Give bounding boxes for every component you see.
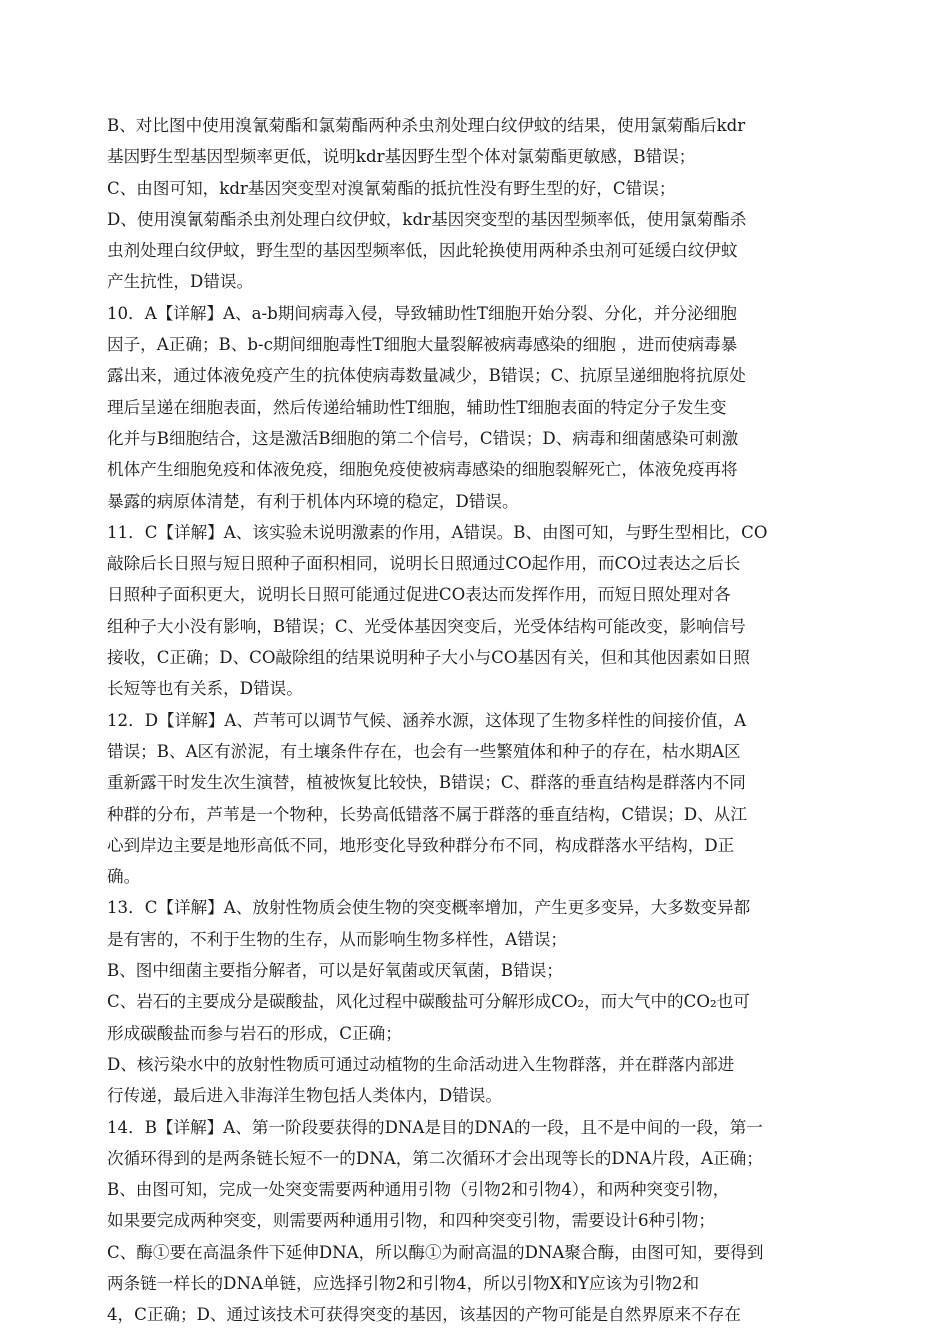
text-line: C、由图可知，kdr基因突变型对溴氰菊酯的抵抗性没有野生型的好，C错误；: [107, 178, 676, 198]
text-line: 10．A【详解】A、a-b期间病毒入侵，导致辅助性T细胞开始分裂、分化，并分泌细胞: [107, 303, 737, 323]
text-line: 确。: [107, 867, 141, 887]
text-line: B、对比图中使用溴氰菊酯和氯菊酯两种杀虫剂处理白纹伊蚊的结果，使用氯菊酯后kdr: [107, 116, 746, 135]
text-line: 如果要完成两种突变，则需要两种通用引物，和四种突变引物，需要设计6种引物；: [107, 1211, 715, 1231]
text-line: 行传递，最后进入非海洋生物包括人类体内，D错误。: [107, 1086, 502, 1106]
text-line: 种群的分布，芦苇是一个物种，长势高低错落不属于群落的垂直结构，C错误；D、从江: [107, 804, 747, 824]
text-line: 暴露的病原体清楚，有利于机体内环境的稳定，D错误。: [107, 491, 519, 511]
text-line: 接收，C正确；D、CO敲除组的结果说明种子大小与CO基因有关，但和其他因素如日照: [107, 648, 750, 668]
text-line: 敲除后长日照与短日照种子面积相同，说明长日照通过CO起作用，而CO过表达之后长: [107, 554, 741, 574]
text-line: 长短等也有关系，D错误。: [107, 679, 303, 699]
text-line: 露出来，通过体液免疫产生的抗体使病毒数量减少，B错误；C、抗原呈递细胞将抗原处: [107, 366, 746, 386]
text-line: 产生抗性，D错误。: [107, 272, 254, 292]
text-line: 12．D【详解】A、芦苇可以调节气候、涵养水源，这体现了生物多样性的间接价值，A: [107, 710, 747, 730]
text-line: 错误；B、A区有淤泥，有土壤条件存在，也会有一些繁殖体和种子的存在，枯水期A区: [107, 741, 741, 761]
text-line: 机体产生细胞免疫和体液免疫，细胞免疫使被病毒感染的细胞裂解死亡，体液免疫再将: [107, 460, 738, 480]
text-line: C、岩石的主要成分是碳酸盐，风化过程中碳酸盐可分解形成CO₂，而大气中的CO₂也可: [107, 992, 750, 1012]
text-line: 因子，A正确；B、b-c期间细胞毒性T细胞大量裂解被病毒感染的细胞 ，进而使病毒暴: [107, 335, 738, 355]
text-line: 是有害的，不利于生物的生存，从而影响生物多样性，A错误；: [107, 929, 568, 949]
text-line: 组种子大小没有影响，B错误；C、光受体基因突变后，光受体结构可能改变，影响信号: [107, 616, 746, 636]
text-line: 化并与B细胞结合，这是激活B细胞的第二个信号，C错误；D、病毒和细菌感染可刺激: [107, 428, 739, 448]
text-line: 理后呈递在细胞表面，然后传递给辅助性T细胞，辅助性T细胞表面的特定分子发生变: [107, 397, 727, 417]
text-line: D、核污染水中的放射性物质可通过动植物的生命活动进入生物群落，并在群落内部进: [107, 1054, 735, 1074]
text-line: 心到岸边主要是地形高低不同，地形变化导致种群分布不同，构成群落水平结构，D正: [107, 835, 735, 855]
text-line: 日照种子面积更大，说明长日照可能通过促进CO表达而发挥作用，而短日照处理对各: [107, 585, 731, 605]
text-line: 13．C【详解】A、放射性物质会使生物的突变概率增加，产生更多变异，大多数变异都: [107, 898, 751, 918]
text-line: 基因野生型基因型频率更低，说明kdr基因野生型个体对氯菊酯更敏感，B错误；: [107, 147, 696, 167]
text-line: 虫剂处理白纹伊蚊，野生型的基因型频率低，因此轮换使用两种杀虫剂可延缓白纹伊蚊: [107, 241, 738, 261]
text-line: 次循环得到的是两条链长短不一的DNA，第二次循环才会出现等长的DNA片段，A正确；: [107, 1148, 763, 1168]
text-line: D、使用溴氰菊酯杀虫剂处理白纹伊蚊，kdr基因突变型的基因型频率低，使用氯菊酯杀: [107, 209, 747, 229]
text-line: 重新露干时发生次生演替，植被恢复比较快，B错误；C、群落的垂直结构是群落内不同: [107, 773, 746, 793]
text-line: C、酶①要在高温条件下延伸DNA，所以酶①为耐高温的DNA聚合酶，由图可知，要得到: [107, 1242, 764, 1262]
document-body: [107, 110, 847, 1331]
text-line: 4，C正确；D、通过该技术可获得突变的基因，该基因的产物可能是自然界原来不存在: [107, 1305, 741, 1325]
text-line: 形成碳酸盐而参与岩石的形成，C正确；: [107, 1023, 402, 1043]
text-line: 14．B【详解】A、第一阶段要获得的DNA是目的DNA的一段，且不是中间的一段，第一: [107, 1117, 763, 1137]
text-line: 11．C【详解】A、该实验未说明激素的作用，A错误。B、由图可知，与野生型相比，CO: [107, 522, 768, 542]
text-line: B、图中细菌主要指分解者，可以是好氧菌或厌氧菌，B错误；: [107, 961, 563, 981]
text-line: 两条链一样长的DNA单链，应选择引物2和引物4，所以引物X和Y应该为引物2和: [107, 1273, 700, 1293]
text-line: B、由图可知，完成一处突变需要两种通用引物（引物2和引物4），和两种突变引物，: [107, 1180, 730, 1200]
